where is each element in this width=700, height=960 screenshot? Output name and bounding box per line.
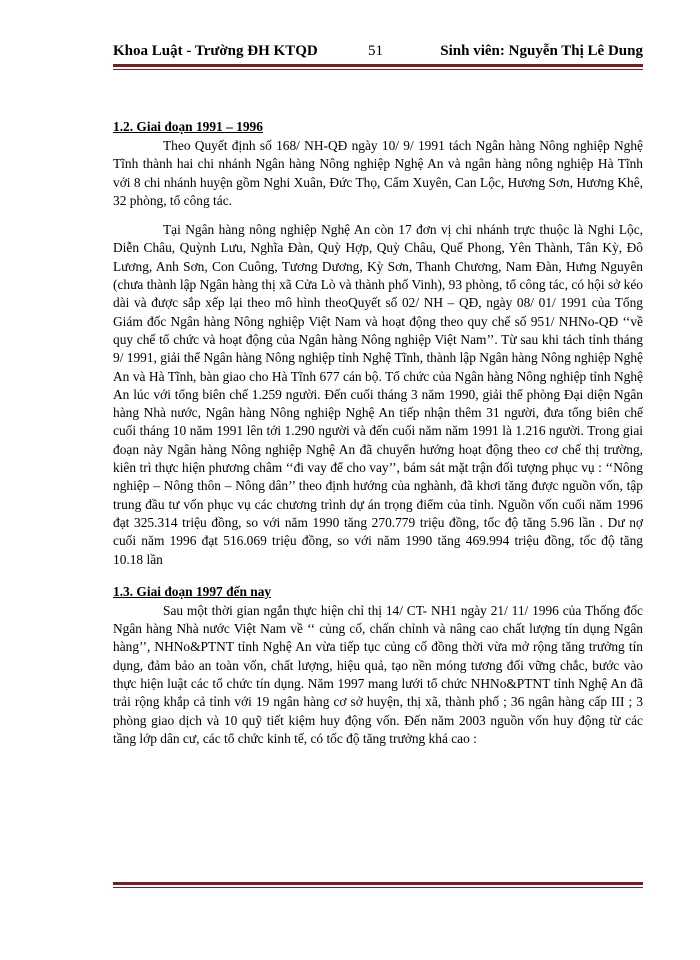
document-body xyxy=(113,118,643,748)
page-number: 51 xyxy=(368,43,383,59)
header-rule xyxy=(113,64,643,70)
paragraph-1-2-b: Tại Ngân hàng nông nghiệp Nghệ An còn 17 đơn vị chi nhánh trực thuộc là Nghi Lộc, Diễn Châu, Quỳnh Lưu, Nghĩa Đàn, Quỳ Hợp, Quỳ Châu, Quế Phong, Yên Thành, Tân Kỳ, Đô Lương, Anh Sơn, Con Cuông, Tương Dương, Kỳ Sơn, Thanh Chương, Nam Đàn, Hưng Nguyên (chưa thành lập Ngân hàng thị xã Cửa Lò và thành phố Vinh), 93 phòng, tổ công tác, có hội sở kéo dài và được sắp xếp lại theo mô hình theoQuyết số 02/ NH – QĐ, ngày 08/ 01/ 1991 của Tổng Giám đốc Ngân hàng Nông nghiệp Việt Nam và hoạt động theo quy chế số 951/ NHNo-QĐ ‘‘về quy chế tổ chức và hoạt động của Ngân hàng Nông nghiệp Việt Nam’’. Từ sau khi tách tỉnh tháng 9/ 1991, giải thể Ngân hàng Nông nghiệp tỉnh Nghệ Tĩnh, thành lập Ngân hàng Nông nghiệp Nghệ An và Hà Tĩnh, bàn giao cho Hà Tĩnh 677 cán bộ. Tổ chức của Ngân hàng Nông nghiệp tỉnh Nghệ An lúc với tổng biên chế 1.259 người. Đến cuối tháng 3 năm 1990, giải thể phòng Đại diện Ngân hàng Nhà nước, Ngân hàng Nông nghiệp Nghệ An tiếp nhận thêm 31 người, đưa tổng biên chế cuối tháng 10 năm 1991 lên tới 1.290 người và đến cuối năm năm 1991 là 1.216 người. Trong giai đoạn này Ngân hàng Nông nghiệp Nghệ An đã chuyển hướng hoạt động theo cơ chế thị trường, kiên trì thực hiện phương châm ‘‘đi vay để cho vay’’, bám sát mặt trận đối tượng phục vụ : ‘‘Nông nghiệp – Nông thôn – Nông dân’’ theo định hướng của nghành, đã khơi tăng được nguồn vốn, tập trung đầu tư vốn phục vụ các chương trình dự án trọng điểm của tỉnh. Nguồn vốn cuối năm 1996 đạt 325.314 triệu đồng, so với năm 1990 tăng 270.779 triệu đồng, tốc độ tăng 5.96 lần . Dư nợ cuối năm 1996 đạt 516.069 triệu đồng, so với năm 1990 tăng 469.994 triệu đồng, tốc độ tăng 10.18 lần xyxy=(113,222,643,567)
header-faculty: Khoa Luật - Trường ĐH KTQD xyxy=(113,43,318,59)
header-student: Sinh viên: Nguyễn Thị Lê Dung xyxy=(440,43,643,59)
section-title-1-2: 1.2. Giai đoạn 1991 – 1996 xyxy=(113,119,263,134)
footer-rule xyxy=(113,882,643,888)
paragraph-1-2-a: Theo Quyết định số 168/ NH-QĐ ngày 10/ 9/ 1991 tách Ngân hàng Nông nghiệp Nghệ Tĩnh thành hai chi nhánh Ngân hàng Nông nghiệp Nghệ An và ngân hàng nông nghiệp Hà Tĩnh với 8 chi nhánh huyện gồm Nghi Xuân, Đức Thọ, Cẩm Xuyên, Can Lộc, Hương Sơn, Hương Khê, 32 phòng, tổ công tác. xyxy=(113,138,643,208)
section-title-1-3: 1.3. Giai đoạn 1997 đến nay xyxy=(113,583,272,599)
paragraph-1-3-a: Sau một thời gian ngắn thực hiện chỉ thị 14/ CT- NH1 ngày 21/ 11/ 1996 của Thống đốc Ngân hàng Nhà nước Việt Nam về ‘‘ củng cố, chấn chỉnh và nâng cao chất lượng tín dụng Ngân hàng’’, NHNo&PTNT tỉnh Nghệ An vừa tiếp tục củng cố đồng thời vừa mở rộng tăng trưởng tín dụng, đảm bảo an toàn vốn, chất lượng, hiệu quả, tạo nền móng tương đối vững chắc, bước vào thực hiện luật các tổ chức tín dụng. Năm 1997 mang lưới tổ chức NHNo&PTNT tỉnh Nghệ An đã trải rộng khắp cả tỉnh với 19 ngân hàng cơ sở huyện, thị xã, thành phố ; 36 ngân hàng cấp III ; 3 phòng giao dịch và 10 quỹ tiết kiệm huy động vốn. Đến năm 2003 nguồn vốn huy động từ các tầng lớp dân cư, các tổ chức kinh tế, có tốc độ tăng trưởng khá cao : xyxy=(113,602,643,746)
page-header xyxy=(113,40,643,62)
